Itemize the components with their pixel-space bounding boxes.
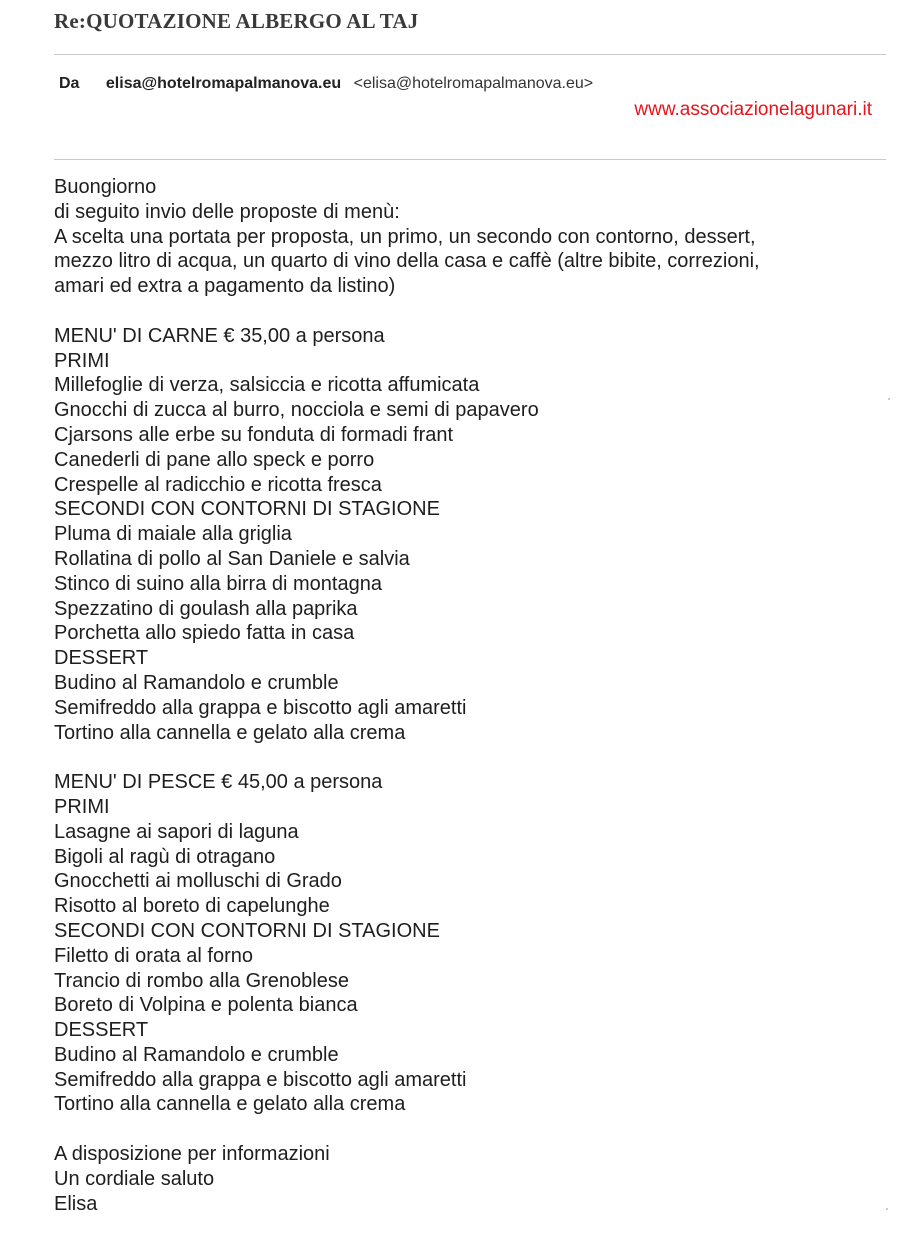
intro-line: amari ed extra a pagamento da listino) [54, 275, 396, 298]
menu-item: Tortino alla cannella e gelato alla crema [54, 1093, 406, 1116]
menu-item: Gnocchi di zucca al burro, nocciola e semi di papavero [54, 399, 539, 422]
menu-pesce-title: MENU' DI PESCE € 45,00 a persona [54, 771, 383, 794]
menu-item: Spezzatino di goulash alla paprika [54, 597, 358, 620]
menu-item: Budino al Ramandolo e crumble [54, 1043, 339, 1066]
menu-item: Lasagne ai sapori di laguna [54, 820, 299, 843]
menu-item: Crespelle al radicchio e ricotta fresca [54, 473, 382, 496]
scan-speck [886, 1208, 888, 1210]
menu-item: Budino al Ramandolo e crumble [54, 671, 339, 694]
sender-row [59, 75, 593, 93]
menu-item: Bigoli al ragù di otragano [54, 845, 276, 868]
menu-item: Porchetta allo spiedo fatta in casa [54, 622, 355, 645]
menu-item: Millefoglie di verza, salsiccia e ricotta affumicata [54, 374, 480, 397]
menu-item: Canederli di pane allo speck e porro [54, 448, 375, 471]
menu-item: Risotto al boreto di capelunghe [54, 895, 330, 918]
section-heading-secondi: SECONDI CON CONTORNI DI STAGIONE [54, 919, 440, 942]
closing-block [54, 1142, 874, 1216]
menu-item: Gnocchetti ai molluschi di Grado [54, 870, 342, 893]
section-heading-primi: PRIMI [54, 795, 110, 818]
sender-address[interactable]: <elisa@hotelromapalmanova.eu> [353, 75, 594, 92]
intro-line: mezzo litro di acqua, un quarto di vino della casa e caffè (altre bibite, correzioni, [54, 250, 760, 273]
menu-item: Boreto di Volpina e polenta bianca [54, 994, 358, 1017]
section-heading-primi: PRIMI [54, 349, 110, 372]
menu-item: Rollatina di pollo al San Daniele e salvia [54, 547, 410, 570]
scan-speck [888, 398, 890, 400]
closing-line: Un cordiale saluto [54, 1167, 215, 1190]
greeting-line: Buongiorno [54, 176, 157, 198]
email-subject: Re:QUOTAZIONE ALBERGO AL TAJ [54, 9, 419, 33]
header-divider-top [54, 54, 886, 55]
from-label: Da [59, 75, 80, 92]
menu-item: Filetto di orata al forno [54, 944, 253, 967]
intro-block [54, 175, 874, 299]
menu-item: Stinco di suino alla birra di montagna [54, 572, 382, 595]
menu-pesce-block [54, 770, 874, 1117]
menu-carne-block [54, 324, 874, 746]
header-divider-bottom [54, 159, 886, 160]
menu-item: Pluma di maiale alla griglia [54, 523, 292, 546]
intro-line: A scelta una portata per proposta, un primo, un secondo con contorno, dessert, [54, 225, 756, 248]
menu-item: Trancio di rombo alla Grenoblese [54, 969, 349, 992]
section-heading-dessert: DESSERT [54, 647, 149, 670]
section-heading-dessert: DESSERT [54, 1019, 149, 1042]
email-body [54, 175, 874, 1216]
signature: Elisa [54, 1192, 98, 1215]
intro-line: di seguito invio delle proposte di menù: [54, 200, 400, 223]
menu-item: Tortino alla cannella e gelato alla crema [54, 721, 406, 744]
sender-name[interactable]: elisa@hotelromapalmanova.eu [105, 75, 342, 92]
menu-carne-title: MENU' DI CARNE € 35,00 a persona [54, 324, 385, 347]
closing-line: A disposizione per informazioni [54, 1143, 330, 1166]
section-heading-secondi: SECONDI CON CONTORNI DI STAGIONE [54, 498, 440, 521]
website-watermark: www.associazionelagunari.it [634, 99, 872, 120]
menu-item: Cjarsons alle erbe su fonduta di formadi frant [54, 423, 454, 446]
menu-item: Semifreddo alla grappa e biscotto agli amaretti [54, 1068, 467, 1091]
menu-item: Semifreddo alla grappa e biscotto agli amaretti [54, 696, 467, 719]
